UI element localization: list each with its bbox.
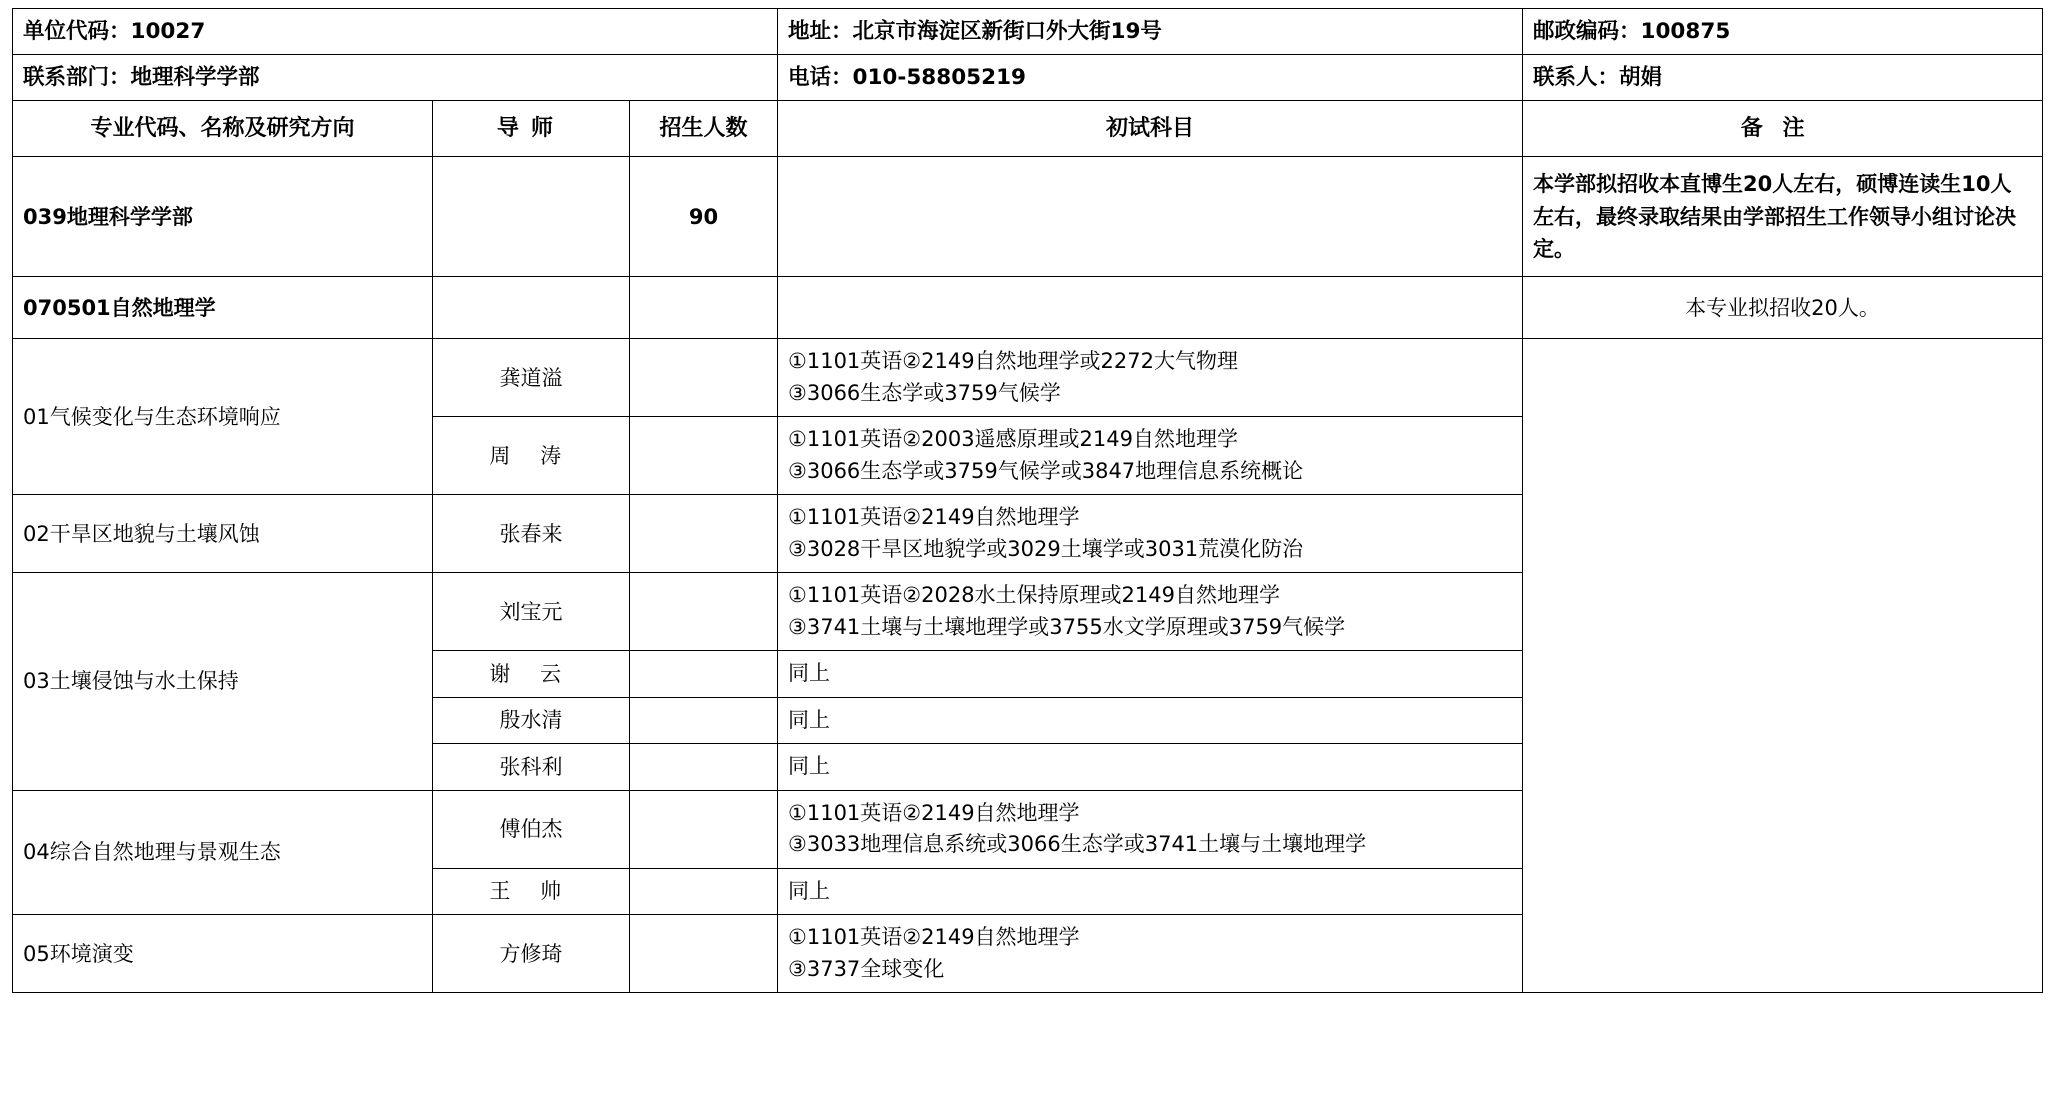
major-advisor-cell — [433, 277, 630, 339]
major-remark-cell: 本专业拟招收20人。 — [1523, 277, 2043, 339]
contact-person-cell: 联系人：胡娟 — [1523, 55, 2043, 101]
major-enrollment-cell — [630, 277, 778, 339]
enrollment-cell — [630, 915, 778, 993]
exam-subject-line: ①1101英语②2028水土保持原理或2149自然地理学 — [788, 583, 1280, 608]
table-row-major — [13, 277, 2043, 339]
column-header-exam-subjects: 初试科目 — [778, 101, 1523, 157]
table-row-header-2 — [13, 55, 2043, 101]
exam-subject-line: ③3028干旱区地貌学或3029土壤学或3031荒漠化防治 — [788, 536, 1304, 561]
address-cell: 地址：北京市海淀区新街口外大街19号 — [778, 9, 1523, 55]
major-subjects-cell — [778, 277, 1523, 339]
table-row-header-1 — [13, 9, 2043, 55]
table-row-direction-01-a — [13, 339, 2043, 417]
enrollment-cell — [630, 790, 778, 868]
advisor-name-cell: 王 帅 — [433, 868, 630, 915]
admissions-table — [12, 8, 2043, 993]
exam-subject-line: ①1101英语②2149自然地理学 — [788, 800, 1080, 825]
column-header-enrollment: 招生人数 — [630, 101, 778, 157]
table-row-column-titles — [13, 101, 2043, 157]
table-row-department — [13, 157, 2043, 277]
exam-subject-line: ③3741土壤与土壤地理学或3755水文学原理或3759气候学 — [788, 614, 1346, 639]
exam-subjects-cell: 同上 — [778, 868, 1523, 915]
exam-subjects-cell: 同上 — [778, 651, 1523, 698]
advisor-name-cell: 傅伯杰 — [433, 790, 630, 868]
enrollment-cell — [630, 868, 778, 915]
exam-subject-line: ①1101英语②2149自然地理学 — [788, 925, 1080, 950]
direction-name-cell: 05环境演变 — [13, 915, 433, 993]
exam-subject-line: ③3737全球变化 — [788, 956, 945, 981]
enrollment-cell — [630, 744, 778, 791]
direction-name-cell: 03土壤侵蚀与水土保持 — [13, 573, 433, 791]
exam-subject-line: ①1101英语②2149自然地理学 — [788, 505, 1080, 530]
direction-name-cell: 04综合自然地理与景观生态 — [13, 790, 433, 915]
advisor-name-cell: 殷水清 — [433, 697, 630, 744]
phone-cell: 电话：010-58805219 — [778, 55, 1523, 101]
exam-subject-line: ①1101英语②2003遥感原理或2149自然地理学 — [788, 427, 1238, 452]
postcode-cell: 邮政编码：100875 — [1523, 9, 2043, 55]
enrollment-cell — [630, 573, 778, 651]
exam-subjects-cell — [778, 495, 1523, 573]
department-name-cell: 039地理科学学部 — [13, 157, 433, 277]
department-advisor-cell — [433, 157, 630, 277]
enrollment-cell — [630, 495, 778, 573]
exam-subject-line: ③3066生态学或3759气候学 — [788, 380, 1061, 405]
exam-subjects-cell — [778, 339, 1523, 417]
department-subjects-cell — [778, 157, 1523, 277]
exam-subject-line: ③3066生态学或3759气候学或3847地理信息系统概论 — [788, 458, 1304, 483]
enrollment-cell — [630, 417, 778, 495]
major-name-cell: 070501自然地理学 — [13, 277, 433, 339]
advisor-name-cell: 方修琦 — [433, 915, 630, 993]
advisor-name-cell: 龚道溢 — [433, 339, 630, 417]
exam-subjects-cell: 同上 — [778, 744, 1523, 791]
exam-subjects-cell — [778, 573, 1523, 651]
exam-subjects-cell — [778, 417, 1523, 495]
enrollment-cell — [630, 651, 778, 698]
department-remark-cell: 本学部拟招收本直博生20人左右，硕博连读生10人左右，最终录取结果由学部招生工作领导小组讨论决定。 — [1523, 157, 2043, 277]
department-enrollment-cell: 90 — [630, 157, 778, 277]
contact-dept-cell: 联系部门：地理科学学部 — [13, 55, 778, 101]
unit-code-cell: 单位代码：10027 — [13, 9, 778, 55]
advisor-name-cell: 刘宝元 — [433, 573, 630, 651]
exam-subjects-cell — [778, 790, 1523, 868]
exam-subjects-cell: 同上 — [778, 697, 1523, 744]
direction-name-cell: 01气候变化与生态环境响应 — [13, 339, 433, 495]
column-header-remarks: 备注 — [1523, 101, 2043, 157]
advisor-name-cell: 谢 云 — [433, 651, 630, 698]
enrollment-cell — [630, 339, 778, 417]
direction-name-cell: 02干旱区地貌与土壤风蚀 — [13, 495, 433, 573]
advisor-name-cell: 张春来 — [433, 495, 630, 573]
exam-subject-line: ①1101英语②2149自然地理学或2272大气物理 — [788, 349, 1238, 374]
column-header-advisor: 导师 — [433, 101, 630, 157]
exam-subject-line: ③3033地理信息系统或3066生态学或3741土壤与土壤地理学 — [788, 832, 1367, 857]
enrollment-cell — [630, 697, 778, 744]
advisor-name-cell: 周 涛 — [433, 417, 630, 495]
advisor-name-cell: 张科利 — [433, 744, 630, 791]
column-header-major: 专业代码、名称及研究方向 — [13, 101, 433, 157]
remarks-empty-cell — [1523, 339, 2043, 993]
exam-subjects-cell — [778, 915, 1523, 993]
